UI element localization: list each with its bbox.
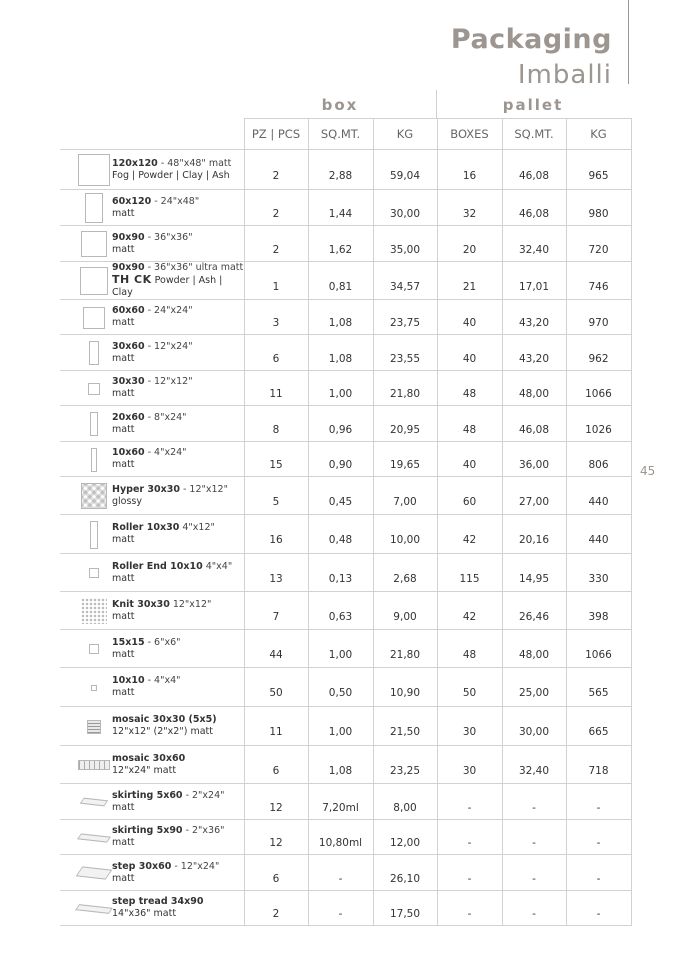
table-row <box>60 855 631 891</box>
cell-boxes: 50 <box>437 668 502 707</box>
product-name: Knit 30x30 <box>112 598 170 610</box>
cell-pallet-sqmt: 32,40 <box>502 226 566 262</box>
cell-boxes: 42 <box>437 592 502 630</box>
narrow-tile-icon <box>90 521 98 549</box>
product-size: - 48"x48" matt <box>157 157 232 169</box>
cell-pcs: 44 <box>244 630 308 668</box>
product-icon-cell <box>60 190 108 226</box>
product-name: 60x120 <box>112 195 152 207</box>
product-icon-cell <box>60 554 108 592</box>
cell-box-kg: 35,00 <box>373 226 437 262</box>
mosaic-grid-icon <box>87 720 101 734</box>
thick-label: TH CK <box>112 273 152 286</box>
cell-pallet-sqmt: 26,46 <box>502 592 566 630</box>
small-square-icon <box>91 685 97 691</box>
product-size: - 36"x36" <box>144 231 193 243</box>
product-finish: matt <box>112 801 135 813</box>
col-header-pallet-sqmt: SQ.MT. <box>502 119 566 150</box>
cell-boxes: 30 <box>437 707 502 746</box>
cell-pcs: 6 <box>244 855 308 891</box>
product-icon-cell <box>60 477 108 515</box>
product-finish: 12"x12" (2"x2") matt <box>112 726 213 737</box>
product-name: 30x30 <box>112 376 145 387</box>
cell-boxes: 21 <box>437 262 502 300</box>
product-icon-cell <box>60 371 108 406</box>
cell-pallet-kg: 962 <box>566 335 631 371</box>
product-icon-cell <box>60 630 108 668</box>
product-finish: 12"x24" matt <box>112 764 177 776</box>
product-cell <box>108 477 244 515</box>
cell-pallet-sqmt: - <box>502 820 566 855</box>
cell-pcs: 11 <box>244 707 308 746</box>
cell-box-sqmt: 0,50 <box>308 668 373 707</box>
product-name: 30x60 <box>112 340 145 352</box>
product-icon-cell <box>60 592 108 630</box>
knit-tile-icon <box>81 598 107 624</box>
rectangle-tile-icon <box>90 412 98 436</box>
cell-pallet-kg: 1066 <box>566 630 631 668</box>
table-row <box>60 335 631 371</box>
cell-pallet-sqmt: 48,00 <box>502 630 566 668</box>
cell-box-sqmt: 0,81 <box>308 262 373 300</box>
cell-box-sqmt: 1,08 <box>308 300 373 335</box>
cell-boxes: 115 <box>437 554 502 592</box>
packaging-table <box>60 118 632 926</box>
cell-pcs: 5 <box>244 477 308 515</box>
cell-box-kg: 23,25 <box>373 746 437 784</box>
product-size: - 24"x24" <box>144 305 193 316</box>
product-name: Roller 10x30 <box>112 522 180 533</box>
header-blank <box>108 119 244 150</box>
cell-pallet-kg: 330 <box>566 554 631 592</box>
product-cell <box>108 262 244 300</box>
group-box-label: box <box>321 96 359 114</box>
table-row <box>60 630 631 668</box>
product-size: - 24"x48" <box>151 195 200 207</box>
product-cell <box>108 371 244 406</box>
product-finish: matt <box>112 534 135 545</box>
page-title: Packaging <box>450 24 612 55</box>
product-icon-cell <box>60 855 108 891</box>
cell-box-kg: 2,68 <box>373 554 437 592</box>
cell-boxes: - <box>437 820 502 855</box>
page-number: 45 <box>640 464 656 478</box>
cell-box-kg: 34,57 <box>373 262 437 300</box>
table-row <box>60 784 631 820</box>
product-name: skirting 5x60 <box>112 789 183 801</box>
product-size: - 2"x24" <box>182 789 225 801</box>
product-name: 60x60 <box>112 305 145 316</box>
cell-pallet-sqmt: 30,00 <box>502 707 566 746</box>
cell-pallet-kg: - <box>566 784 631 820</box>
table-row <box>60 442 631 477</box>
product-cell <box>108 515 244 554</box>
cell-pallet-sqmt: 48,00 <box>502 371 566 406</box>
product-cell <box>108 820 244 855</box>
product-finish: glossy <box>112 495 143 507</box>
cell-pallet-sqmt: 17,01 <box>502 262 566 300</box>
table-row <box>60 707 631 746</box>
product-size: 4"x12" <box>179 522 215 533</box>
small-square-icon <box>89 644 99 654</box>
cell-pallet-kg: 970 <box>566 300 631 335</box>
product-size: - 12"x12" <box>179 483 228 495</box>
cell-box-sqmt: - <box>308 855 373 891</box>
product-finish: matt <box>112 207 135 219</box>
cell-boxes: - <box>437 891 502 926</box>
cell-pallet-kg: 746 <box>566 262 631 300</box>
product-icon-cell <box>60 515 108 554</box>
cell-box-kg: 17,50 <box>373 891 437 926</box>
product-finish: Fog | Powder | Clay | Ash <box>112 169 230 181</box>
cell-boxes: 48 <box>437 630 502 668</box>
product-size: 12"x12" <box>169 598 212 610</box>
cell-pallet-sqmt: - <box>502 784 566 820</box>
small-square-icon <box>89 568 99 578</box>
cell-boxes: 30 <box>437 746 502 784</box>
table-row <box>60 226 631 262</box>
cell-boxes: 40 <box>437 442 502 477</box>
product-icon-cell <box>60 707 108 746</box>
product-cell <box>108 300 244 335</box>
col-header-box-sqmt: SQ.MT. <box>308 119 373 150</box>
cell-pcs: 8 <box>244 406 308 442</box>
cell-pcs: 3 <box>244 300 308 335</box>
cell-box-sqmt: 7,20ml <box>308 784 373 820</box>
cell-box-kg: 7,00 <box>373 477 437 515</box>
cell-pcs: 2 <box>244 190 308 226</box>
cell-pallet-kg: 665 <box>566 707 631 746</box>
cell-box-kg: 21,50 <box>373 707 437 746</box>
square-tile-icon <box>81 231 107 257</box>
cell-box-kg: 23,75 <box>373 300 437 335</box>
cell-pcs: 6 <box>244 335 308 371</box>
cell-pcs: 12 <box>244 820 308 855</box>
product-icon-cell <box>60 820 108 855</box>
cell-boxes: - <box>437 855 502 891</box>
cell-pallet-kg: - <box>566 820 631 855</box>
cell-pcs: 2 <box>244 891 308 926</box>
cell-box-kg: 26,10 <box>373 855 437 891</box>
product-size: - 4"x24" <box>144 447 187 458</box>
table-row <box>60 190 631 226</box>
product-icon-cell <box>60 226 108 262</box>
step-tread-icon <box>75 904 113 914</box>
cell-box-sqmt: 1,00 <box>308 630 373 668</box>
cell-pcs: 16 <box>244 515 308 554</box>
product-finish: matt <box>112 572 135 584</box>
product-icon-cell <box>60 335 108 371</box>
cell-boxes: 48 <box>437 406 502 442</box>
product-cell <box>108 784 244 820</box>
cell-boxes: 48 <box>437 371 502 406</box>
cell-pallet-sqmt: 46,08 <box>502 190 566 226</box>
cell-box-sqmt: 1,00 <box>308 707 373 746</box>
square-tile-icon <box>78 154 110 186</box>
cell-boxes: 42 <box>437 515 502 554</box>
cell-box-kg: 23,55 <box>373 335 437 371</box>
product-name: 10x60 <box>112 447 145 458</box>
cell-pallet-kg: - <box>566 891 631 926</box>
table-row <box>60 668 631 707</box>
cell-box-sqmt: 1,00 <box>308 371 373 406</box>
table-row <box>60 150 631 190</box>
rectangle-tile-icon <box>85 193 103 223</box>
product-size: - 6"x6" <box>144 636 181 648</box>
square-tile-icon <box>83 307 105 329</box>
product-name: 15x15 <box>112 636 145 648</box>
product-cell <box>108 891 244 926</box>
cell-pallet-kg: 965 <box>566 150 631 190</box>
cell-pallet-sqmt: 25,00 <box>502 668 566 707</box>
cell-pallet-sqmt: 32,40 <box>502 746 566 784</box>
product-name: step 30x60 <box>112 860 172 872</box>
header-divider <box>628 0 629 84</box>
cell-box-sqmt: 0,96 <box>308 406 373 442</box>
cell-pcs: 7 <box>244 592 308 630</box>
cell-boxes: 20 <box>437 226 502 262</box>
cell-box-kg: 10,90 <box>373 668 437 707</box>
product-name: Hyper 30x30 <box>112 483 180 495</box>
product-cell <box>108 150 244 190</box>
table-row <box>60 891 631 926</box>
cell-box-sqmt: 0,48 <box>308 515 373 554</box>
product-cell <box>108 335 244 371</box>
product-icon-cell <box>60 442 108 477</box>
product-cell <box>108 707 244 746</box>
product-cell <box>108 668 244 707</box>
cell-pallet-kg: - <box>566 855 631 891</box>
product-finish: matt <box>112 687 135 698</box>
table-row <box>60 820 631 855</box>
cell-pcs: 2 <box>244 226 308 262</box>
cell-pcs: 2 <box>244 150 308 190</box>
cell-pcs: 12 <box>244 784 308 820</box>
cell-box-kg: 30,00 <box>373 190 437 226</box>
narrow-tile-icon <box>91 448 97 472</box>
cell-boxes: 40 <box>437 335 502 371</box>
cell-box-kg: 21,80 <box>373 630 437 668</box>
table-header-row <box>60 119 631 150</box>
product-finish: matt <box>112 872 135 884</box>
cell-pallet-kg: 398 <box>566 592 631 630</box>
rectangle-tile-icon <box>89 341 99 365</box>
product-size: - 12"x24" <box>144 340 193 352</box>
cell-pallet-kg: 718 <box>566 746 631 784</box>
product-finish: matt <box>112 648 135 660</box>
product-finish: matt <box>112 352 135 364</box>
cell-box-sqmt: 0,45 <box>308 477 373 515</box>
cell-box-sqmt: 0,13 <box>308 554 373 592</box>
page-subtitle: Imballi <box>517 60 612 90</box>
product-cell <box>108 746 244 784</box>
cell-pallet-kg: 806 <box>566 442 631 477</box>
cell-pallet-kg: 565 <box>566 668 631 707</box>
product-name: 90x90 <box>112 231 145 243</box>
product-finish: matt <box>112 317 135 328</box>
skirting-icon <box>80 798 108 807</box>
col-header-boxes: BOXES <box>437 119 502 150</box>
product-cell <box>108 406 244 442</box>
table-row <box>60 262 631 300</box>
cell-pallet-sqmt: 46,08 <box>502 406 566 442</box>
cell-pallet-sqmt: 46,08 <box>502 150 566 190</box>
product-cell <box>108 442 244 477</box>
product-size: - 12"x12" <box>144 376 193 387</box>
cell-box-sqmt: 0,90 <box>308 442 373 477</box>
product-finish: matt <box>112 388 135 399</box>
cell-box-kg: 19,65 <box>373 442 437 477</box>
product-finish: matt <box>112 610 135 622</box>
cell-pcs: 15 <box>244 442 308 477</box>
product-name: mosaic 30x60 <box>112 752 186 764</box>
group-pallet-label: pallet <box>502 96 564 114</box>
product-cell <box>108 190 244 226</box>
cell-pcs: 50 <box>244 668 308 707</box>
cell-pallet-sqmt: - <box>502 855 566 891</box>
table-row <box>60 406 631 442</box>
table-row <box>60 477 631 515</box>
product-icon-cell <box>60 668 108 707</box>
col-header-box-kg: KG <box>373 119 437 150</box>
skirting-icon <box>77 833 111 842</box>
cell-boxes: 32 <box>437 190 502 226</box>
product-cell <box>108 592 244 630</box>
square-tile-icon <box>80 267 108 295</box>
cell-pallet-kg: 1066 <box>566 371 631 406</box>
cell-box-kg: 20,95 <box>373 406 437 442</box>
product-finish: Powder | Ash | Clay <box>112 275 223 298</box>
header-blank <box>60 119 108 150</box>
cell-box-kg: 12,00 <box>373 820 437 855</box>
cell-box-sqmt: 1,44 <box>308 190 373 226</box>
cell-box-kg: 9,00 <box>373 592 437 630</box>
cell-box-sqmt: 1,62 <box>308 226 373 262</box>
cell-pallet-kg: 720 <box>566 226 631 262</box>
product-size: - 12"x24" <box>171 860 220 872</box>
table-row <box>60 515 631 554</box>
product-finish: 14"x36" matt <box>112 908 177 919</box>
table-row <box>60 746 631 784</box>
cell-pallet-sqmt: 43,20 <box>502 300 566 335</box>
product-icon-cell <box>60 891 108 926</box>
table-row <box>60 371 631 406</box>
product-cell <box>108 630 244 668</box>
product-size: 4"x4" <box>202 560 233 572</box>
table-row <box>60 592 631 630</box>
cell-box-sqmt: 2,88 <box>308 150 373 190</box>
table-row <box>60 300 631 335</box>
cell-boxes: 40 <box>437 300 502 335</box>
product-icon-cell <box>60 406 108 442</box>
cell-pcs: 13 <box>244 554 308 592</box>
step-icon <box>76 866 113 879</box>
product-icon-cell <box>60 300 108 335</box>
product-name: mosaic 30x30 (5x5) <box>112 714 217 725</box>
product-size: - 2"x36" <box>182 825 225 836</box>
product-name: skirting 5x90 <box>112 825 183 836</box>
product-cell <box>108 226 244 262</box>
cell-pallet-kg: 440 <box>566 477 631 515</box>
product-finish: matt <box>112 837 135 848</box>
product-name: 10x10 <box>112 675 145 686</box>
cell-pallet-kg: 980 <box>566 190 631 226</box>
cell-pallet-sqmt: 27,00 <box>502 477 566 515</box>
product-size: - 8"x24" <box>144 411 187 423</box>
cell-pallet-sqmt: - <box>502 891 566 926</box>
col-header-pallet-kg: KG <box>566 119 631 150</box>
cell-box-sqmt: 1,08 <box>308 335 373 371</box>
product-name: 120x120 <box>112 157 158 169</box>
cell-box-sqmt: 1,08 <box>308 746 373 784</box>
product-name: step tread 34x90 <box>112 896 204 907</box>
cell-box-kg: 21,80 <box>373 371 437 406</box>
cell-box-sqmt: - <box>308 891 373 926</box>
product-cell <box>108 554 244 592</box>
product-icon-cell <box>60 784 108 820</box>
cell-pallet-sqmt: 20,16 <box>502 515 566 554</box>
cell-pcs: 11 <box>244 371 308 406</box>
table-row <box>60 554 631 592</box>
product-finish: matt <box>112 243 135 255</box>
pattern-tile-icon <box>81 483 107 509</box>
square-tile-icon <box>88 383 100 395</box>
mosaic-strip-icon <box>78 760 110 770</box>
cell-box-kg: 8,00 <box>373 784 437 820</box>
cell-boxes: 16 <box>437 150 502 190</box>
cell-pallet-kg: 1026 <box>566 406 631 442</box>
product-finish: matt <box>112 423 135 435</box>
cell-boxes: 60 <box>437 477 502 515</box>
cell-pallet-kg: 440 <box>566 515 631 554</box>
col-header-pcs: PZ | PCS <box>244 119 308 150</box>
cell-pcs: 6 <box>244 746 308 784</box>
product-finish: matt <box>112 459 135 470</box>
product-icon-cell <box>60 262 108 300</box>
cell-box-kg: 10,00 <box>373 515 437 554</box>
product-name: Roller End 10x10 <box>112 560 203 572</box>
product-icon-cell <box>60 746 108 784</box>
cell-box-kg: 59,04 <box>373 150 437 190</box>
cell-pallet-sqmt: 36,00 <box>502 442 566 477</box>
product-size: - 36"x36" ultra matt <box>144 262 244 273</box>
cell-box-sqmt: 10,80ml <box>308 820 373 855</box>
product-name: 20x60 <box>112 411 145 423</box>
product-cell <box>108 855 244 891</box>
cell-pallet-sqmt: 43,20 <box>502 335 566 371</box>
cell-pcs: 1 <box>244 262 308 300</box>
cell-boxes: - <box>437 784 502 820</box>
product-icon-cell <box>60 150 108 190</box>
cell-box-sqmt: 0,63 <box>308 592 373 630</box>
cell-pallet-sqmt: 14,95 <box>502 554 566 592</box>
product-size: - 4"x4" <box>144 675 181 686</box>
product-name: 90x90 <box>112 262 145 273</box>
